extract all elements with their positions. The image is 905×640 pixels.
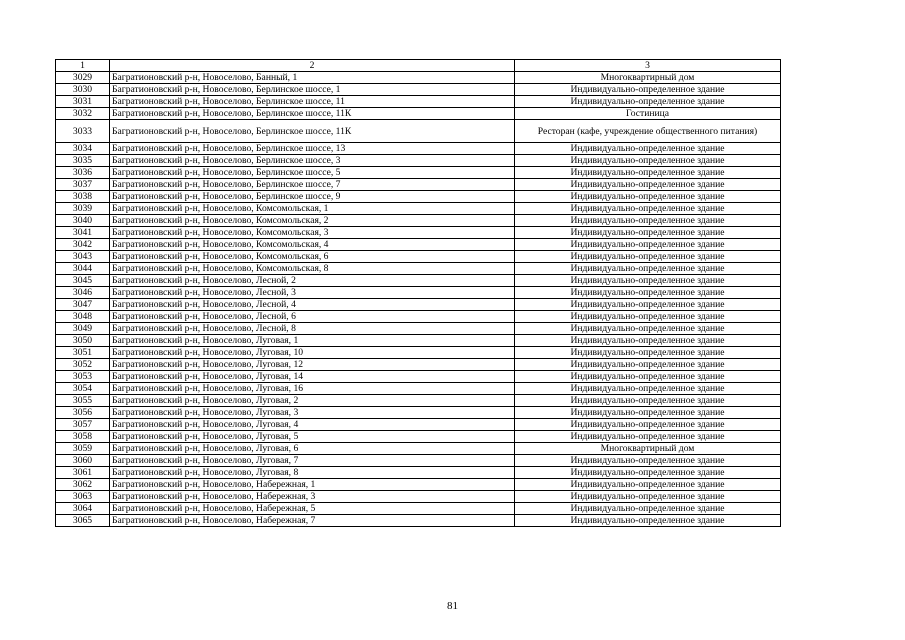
row-object-type: Индивидуально-определенное здание [515, 335, 781, 347]
row-object-type: Индивидуально-определенное здание [515, 143, 781, 155]
row-number: 3036 [56, 167, 110, 179]
row-number: 3030 [56, 84, 110, 96]
row-number: 3061 [56, 467, 110, 479]
row-address: Багратионовский р-н, Новоселово, Луговая, 4 [110, 419, 515, 431]
row-object-type: Индивидуально-определенное здание [515, 263, 781, 275]
row-address: Багратионовский р-н, Новоселово, Берлинское шоссе, 9 [110, 191, 515, 203]
row-address: Багратионовский р-н, Новоселово, Берлинское шоссе, 3 [110, 155, 515, 167]
table-row [56, 203, 781, 215]
table-row [56, 311, 781, 323]
row-address: Багратионовский р-н, Новоселово, Берлинское шоссе, 11 [110, 96, 515, 108]
row-object-type: Индивидуально-определенное здание [515, 191, 781, 203]
table-row [56, 503, 781, 515]
row-object-type: Индивидуально-определенное здание [515, 323, 781, 335]
table-row [56, 515, 781, 527]
table-row [56, 287, 781, 299]
header-col-2: 2 [110, 60, 515, 72]
row-object-type: Индивидуально-определенное здание [515, 491, 781, 503]
row-number: 3058 [56, 431, 110, 443]
table-row [56, 96, 781, 108]
row-address: Багратионовский р-н, Новоселово, Берлинское шоссе, 11К [110, 108, 515, 120]
row-number: 3064 [56, 503, 110, 515]
row-object-type: Индивидуально-определенное здание [515, 251, 781, 263]
row-object-type: Индивидуально-определенное здание [515, 84, 781, 96]
table-row [56, 179, 781, 191]
row-number: 3060 [56, 455, 110, 467]
row-number: 3063 [56, 491, 110, 503]
row-number: 3033 [56, 120, 110, 143]
row-address: Багратионовский р-н, Новоселово, Набережная, 3 [110, 491, 515, 503]
table-row [56, 263, 781, 275]
row-object-type: Индивидуально-определенное здание [515, 311, 781, 323]
row-object-type: Индивидуально-определенное здание [515, 479, 781, 491]
table-row [56, 419, 781, 431]
row-address: Багратионовский р-н, Новоселово, Берлинское шоссе, 11К [110, 120, 515, 143]
table-row [56, 215, 781, 227]
row-object-type: Гостиница [515, 108, 781, 120]
row-object-type: Индивидуально-определенное здание [515, 515, 781, 527]
row-object-type: Индивидуально-определенное здание [515, 96, 781, 108]
row-object-type: Индивидуально-определенное здание [515, 347, 781, 359]
row-number: 3031 [56, 96, 110, 108]
row-address: Багратионовский р-н, Новоселово, Луговая, 12 [110, 359, 515, 371]
row-address: Багратионовский р-н, Новоселово, Комсомольская, 3 [110, 227, 515, 239]
property-table [55, 59, 781, 527]
row-number: 3062 [56, 479, 110, 491]
row-number: 3049 [56, 323, 110, 335]
row-number: 3037 [56, 179, 110, 191]
row-address: Багратионовский р-н, Новоселово, Набережная, 1 [110, 479, 515, 491]
row-object-type: Индивидуально-определенное здание [515, 203, 781, 215]
row-address: Багратионовский р-н, Новоселово, Лесной, 8 [110, 323, 515, 335]
row-object-type: Индивидуально-определенное здание [515, 395, 781, 407]
row-address: Багратионовский р-н, Новоселово, Берлинское шоссе, 5 [110, 167, 515, 179]
table-row [56, 491, 781, 503]
row-number: 3045 [56, 275, 110, 287]
table-row [56, 108, 781, 120]
row-address: Багратионовский р-н, Новоселово, Берлинское шоссе, 1 [110, 84, 515, 96]
row-number: 3038 [56, 191, 110, 203]
row-address: Багратионовский р-н, Новоселово, Луговая, 7 [110, 455, 515, 467]
table-row [56, 383, 781, 395]
row-address: Багратионовский р-н, Новоселово, Комсомольская, 4 [110, 239, 515, 251]
row-object-type: Индивидуально-определенное здание [515, 155, 781, 167]
row-number: 3046 [56, 287, 110, 299]
row-number: 3054 [56, 383, 110, 395]
row-address: Багратионовский р-н, Новоселово, Лесной, 6 [110, 311, 515, 323]
row-address: Багратионовский р-н, Новоселово, Банный, 1 [110, 72, 515, 84]
row-number: 3047 [56, 299, 110, 311]
row-number: 3056 [56, 407, 110, 419]
row-object-type: Индивидуально-определенное здание [515, 215, 781, 227]
row-object-type: Индивидуально-определенное здание [515, 371, 781, 383]
row-number: 3050 [56, 335, 110, 347]
row-address: Багратионовский р-н, Новоселово, Лесной, 3 [110, 287, 515, 299]
row-number: 3044 [56, 263, 110, 275]
row-address: Багратионовский р-н, Новоселово, Луговая, 8 [110, 467, 515, 479]
row-address: Багратионовский р-н, Новоселово, Луговая, 1 [110, 335, 515, 347]
table-row [56, 227, 781, 239]
row-number: 3053 [56, 371, 110, 383]
row-object-type: Многоквартирный дом [515, 72, 781, 84]
row-number: 3043 [56, 251, 110, 263]
row-address: Багратионовский р-н, Новоселово, Лесной, 4 [110, 299, 515, 311]
row-object-type: Индивидуально-определенное здание [515, 275, 781, 287]
row-address: Багратионовский р-н, Новоселово, Комсомольская, 8 [110, 263, 515, 275]
row-number: 3057 [56, 419, 110, 431]
row-number: 3041 [56, 227, 110, 239]
table-row [56, 455, 781, 467]
row-address: Багратионовский р-н, Новоселово, Комсомольская, 6 [110, 251, 515, 263]
table-row [56, 143, 781, 155]
row-number: 3055 [56, 395, 110, 407]
row-object-type: Индивидуально-определенное здание [515, 383, 781, 395]
table-row [56, 155, 781, 167]
table-row [56, 275, 781, 287]
row-object-type: Индивидуально-определенное здание [515, 299, 781, 311]
row-number: 3039 [56, 203, 110, 215]
row-object-type: Индивидуально-определенное здание [515, 419, 781, 431]
table-row [56, 407, 781, 419]
row-object-type: Индивидуально-определенное здание [515, 167, 781, 179]
row-address: Багратионовский р-н, Новоселово, Луговая, 14 [110, 371, 515, 383]
table-row [56, 443, 781, 455]
row-number: 3042 [56, 239, 110, 251]
row-object-type: Индивидуально-определенное здание [515, 431, 781, 443]
row-address: Багратионовский р-н, Новоселово, Луговая, 6 [110, 443, 515, 455]
row-address: Багратионовский р-н, Новоселово, Берлинское шоссе, 7 [110, 179, 515, 191]
row-number: 3052 [56, 359, 110, 371]
table-row [56, 479, 781, 491]
table-row [56, 251, 781, 263]
row-address: Багратионовский р-н, Новоселово, Лесной, 2 [110, 275, 515, 287]
row-number: 3051 [56, 347, 110, 359]
table-body [56, 72, 781, 527]
table-row [56, 299, 781, 311]
row-address: Багратионовский р-н, Новоселово, Комсомольская, 1 [110, 203, 515, 215]
table-row [56, 239, 781, 251]
table-row [56, 431, 781, 443]
row-object-type: Индивидуально-определенное здание [515, 407, 781, 419]
table-row [56, 191, 781, 203]
header-col-3: 3 [515, 60, 781, 72]
row-object-type: Ресторан (кафе, учреждение общественного питания) [515, 120, 781, 143]
row-object-type: Индивидуально-определенное здание [515, 503, 781, 515]
row-address: Багратионовский р-н, Новоселово, Луговая, 3 [110, 407, 515, 419]
row-address: Багратионовский р-н, Новоселово, Набережная, 5 [110, 503, 515, 515]
row-number: 3034 [56, 143, 110, 155]
row-object-type: Индивидуально-определенное здание [515, 227, 781, 239]
table-row [56, 72, 781, 84]
table-row [56, 335, 781, 347]
table-row [56, 120, 781, 143]
row-number: 3048 [56, 311, 110, 323]
row-object-type: Индивидуально-определенное здание [515, 359, 781, 371]
row-address: Багратионовский р-н, Новоселово, Берлинское шоссе, 13 [110, 143, 515, 155]
row-object-type: Индивидуально-определенное здание [515, 179, 781, 191]
row-number: 3059 [56, 443, 110, 455]
header-col-1: 1 [56, 60, 110, 72]
row-address: Багратионовский р-н, Новоселово, Луговая, 5 [110, 431, 515, 443]
row-number: 3029 [56, 72, 110, 84]
table-row [56, 323, 781, 335]
row-address: Багратионовский р-н, Новоселово, Луговая, 10 [110, 347, 515, 359]
table-row [56, 467, 781, 479]
table-row [56, 167, 781, 179]
row-number: 3040 [56, 215, 110, 227]
row-address: Багратионовский р-н, Новоселово, Набережная, 7 [110, 515, 515, 527]
row-object-type: Индивидуально-определенное здание [515, 287, 781, 299]
table-row [56, 371, 781, 383]
row-address: Багратионовский р-н, Новоселово, Луговая, 2 [110, 395, 515, 407]
row-object-type: Многоквартирный дом [515, 443, 781, 455]
row-number: 3035 [56, 155, 110, 167]
row-number: 3065 [56, 515, 110, 527]
row-address: Багратионовский р-н, Новоселово, Комсомольская, 2 [110, 215, 515, 227]
table-header-row [56, 60, 781, 72]
page-number: 81 [447, 600, 458, 612]
table-row [56, 395, 781, 407]
table-row [56, 359, 781, 371]
row-number: 3032 [56, 108, 110, 120]
table-row [56, 84, 781, 96]
row-object-type: Индивидуально-определенное здание [515, 467, 781, 479]
table-row [56, 347, 781, 359]
row-object-type: Индивидуально-определенное здание [515, 239, 781, 251]
row-object-type: Индивидуально-определенное здание [515, 455, 781, 467]
row-address: Багратионовский р-н, Новоселово, Луговая, 16 [110, 383, 515, 395]
